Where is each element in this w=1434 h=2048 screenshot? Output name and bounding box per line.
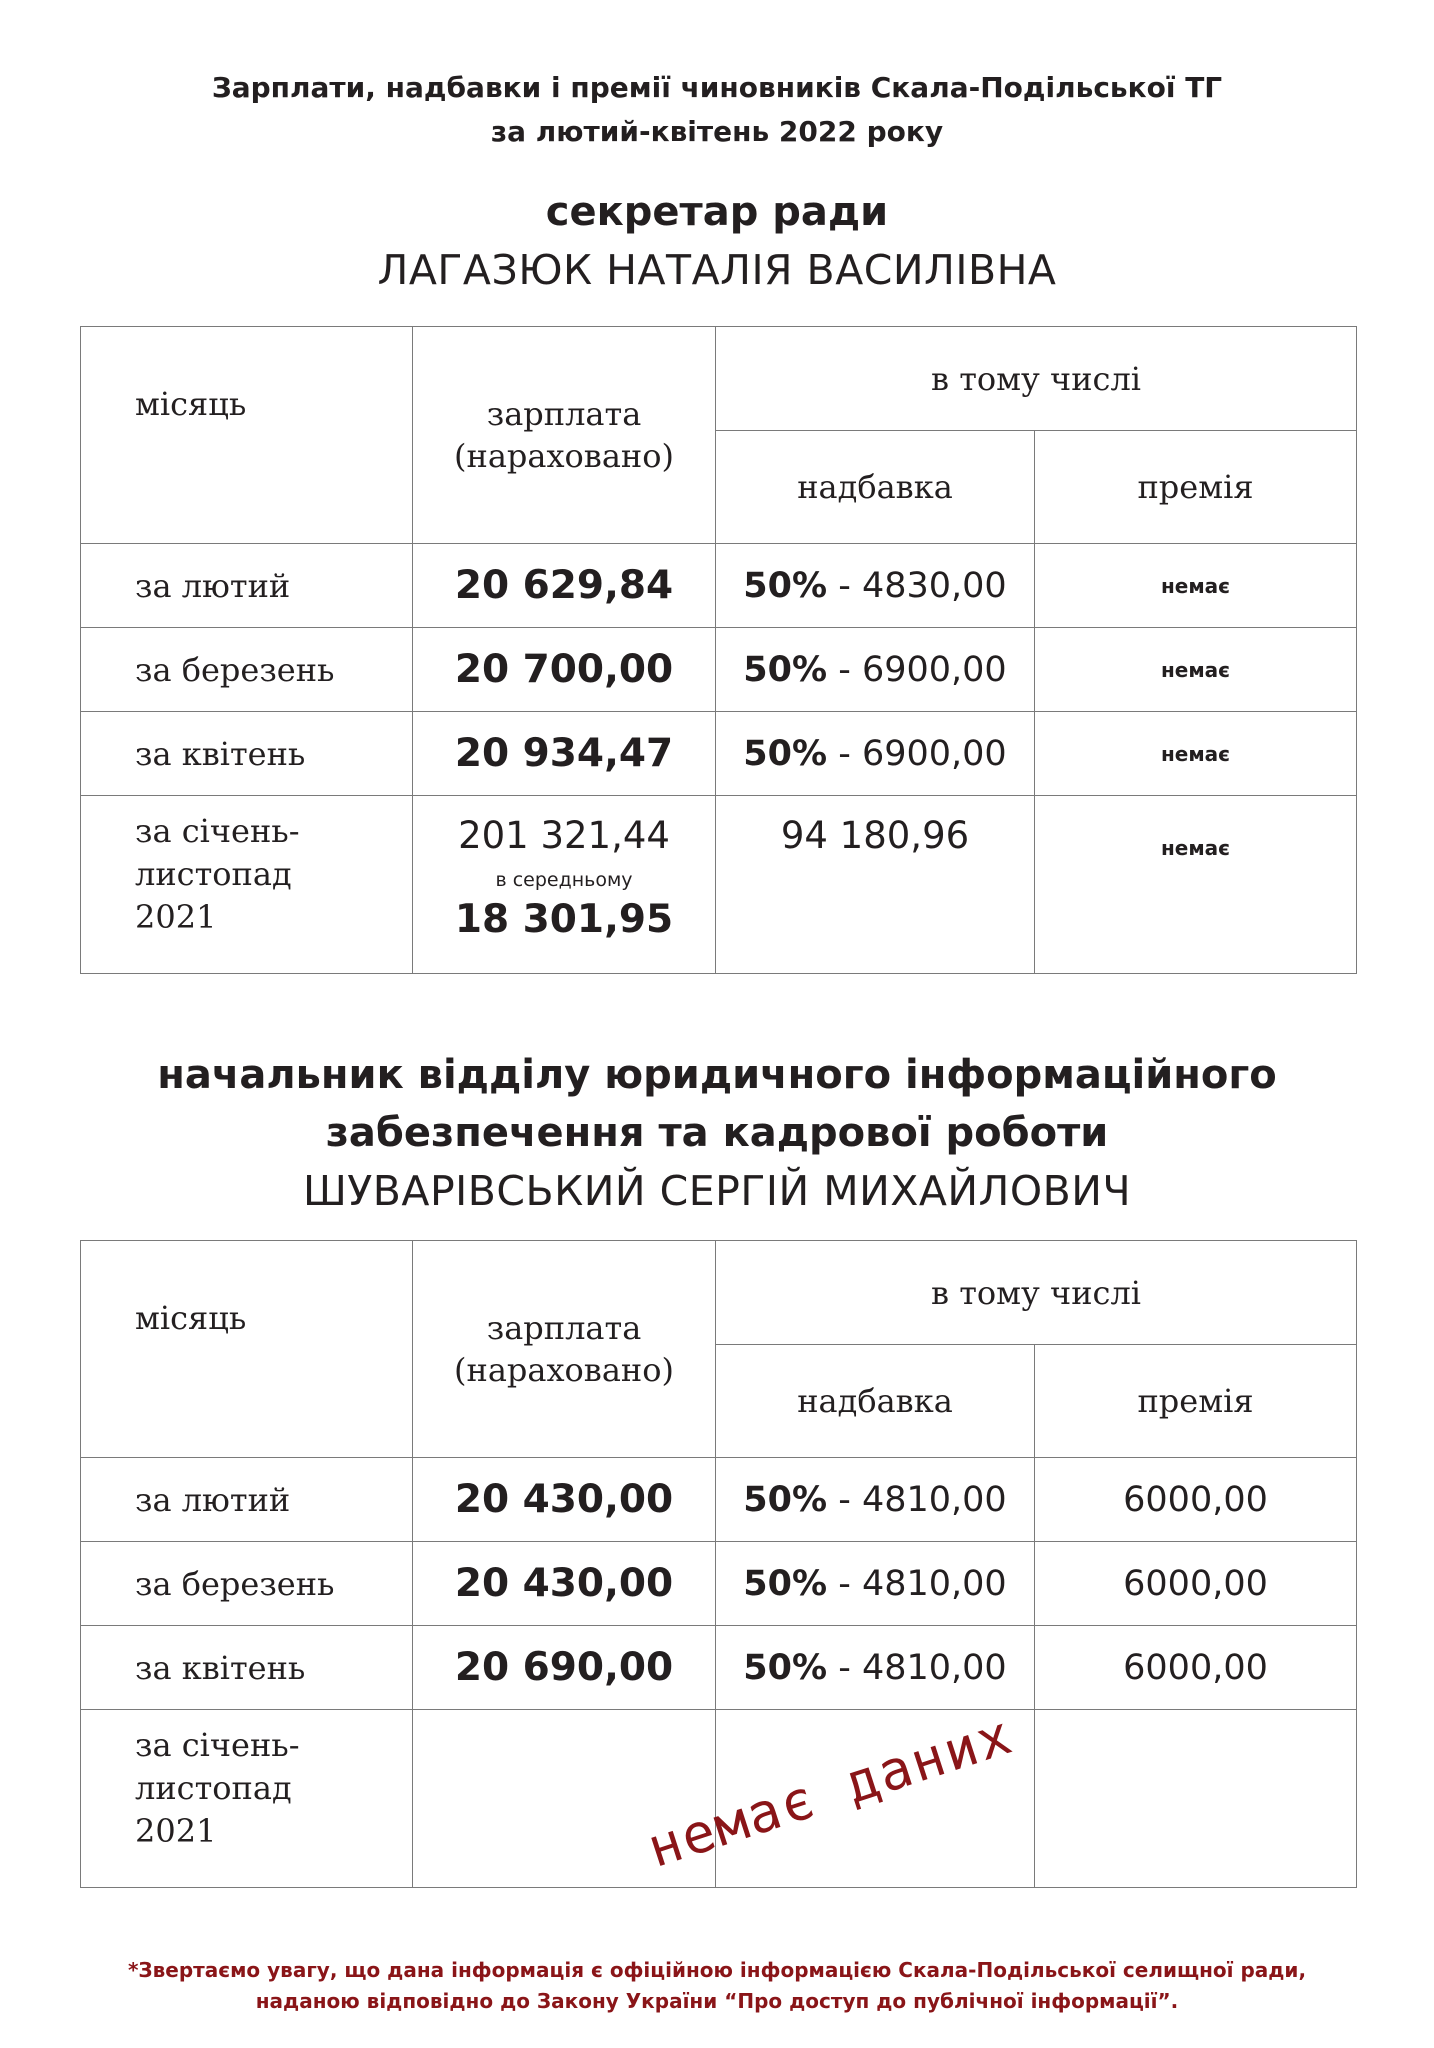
section1-person-name: ЛАГАЗЮК НАТАЛІЯ ВАСИЛІВНА bbox=[377, 246, 1057, 294]
row-month: за березень bbox=[81, 628, 413, 712]
row-salary: 20 934,47 bbox=[413, 712, 716, 796]
row-salary: 20 629,84 bbox=[413, 544, 716, 628]
document-title-line2: за лютий-квітень 2022 року bbox=[490, 115, 944, 148]
header-month: місяць bbox=[81, 327, 413, 544]
row-bonus: немає bbox=[1035, 628, 1357, 712]
header-salary: зарплата (нараховано) bbox=[413, 327, 716, 544]
row-month: за лютий bbox=[81, 1458, 413, 1542]
section2-salary-table bbox=[80, 1240, 1357, 1888]
table-row-year bbox=[81, 796, 1357, 974]
table-row bbox=[81, 1542, 1357, 1626]
row-month: за березень bbox=[81, 1542, 413, 1626]
section2-role-line1: начальник відділу юридичного інформаційного bbox=[157, 1052, 1277, 1098]
section2-role-line2: забезпечення та кадрової роботи bbox=[325, 1110, 1109, 1156]
header-month: місяць bbox=[81, 1241, 413, 1458]
row-allowance: 50% - 4810,00 bbox=[716, 1626, 1035, 1710]
section1-salary-table bbox=[80, 326, 1357, 974]
header-allowance: надбавка bbox=[716, 431, 1035, 544]
table-row bbox=[81, 544, 1357, 628]
document-title-line1: Зарплати, надбавки і премії чиновників Скала-Подільської ТГ bbox=[211, 71, 1223, 104]
header-salary: зарплата (нараховано) bbox=[413, 1241, 716, 1458]
footnote-line1: *Звертаємо увагу, що дана інформація є офіційною інформацією Скала-Подільської селищної ради, bbox=[127, 1958, 1307, 1982]
row-salary: 20 430,00 bbox=[413, 1458, 716, 1542]
average-value: 18 301,95 bbox=[454, 897, 674, 942]
section2-person-name: ШУВАРІВСЬКИЙ СЕРГІЙ МИХАЙЛОВИЧ bbox=[302, 1167, 1132, 1215]
year-row-month: за січень- листопад 2021 bbox=[81, 1710, 413, 1888]
year-row-salary bbox=[413, 796, 716, 974]
header-bonus: премія bbox=[1035, 431, 1357, 544]
row-month: за квітень bbox=[81, 712, 413, 796]
row-bonus: немає bbox=[1035, 712, 1357, 796]
row-salary: 20 430,00 bbox=[413, 1542, 716, 1626]
section1-role: секретар ради bbox=[545, 189, 889, 235]
row-salary: 20 700,00 bbox=[413, 628, 716, 712]
no-data-stamp: немає даних bbox=[640, 1702, 1021, 1880]
footnote bbox=[0, 1955, 1434, 2017]
year-row-bonus bbox=[1035, 1710, 1357, 1888]
salary-total: 201 321,44 bbox=[458, 814, 670, 857]
table-row bbox=[81, 712, 1357, 796]
row-allowance: 50% - 4830,00 bbox=[716, 544, 1035, 628]
row-bonus: немає bbox=[1035, 544, 1357, 628]
row-allowance: 50% - 4810,00 bbox=[716, 1542, 1035, 1626]
footnote-line2: наданою відповідно до Закону України “Про доступ до публічної інформації”. bbox=[255, 1989, 1179, 2013]
table-header-row bbox=[81, 327, 1357, 431]
header-including: в тому числі bbox=[716, 327, 1357, 431]
header-bonus: премія bbox=[1035, 1345, 1357, 1458]
row-bonus: 6000,00 bbox=[1035, 1542, 1357, 1626]
average-label: в середньому bbox=[495, 869, 633, 891]
row-bonus: 6000,00 bbox=[1035, 1626, 1357, 1710]
row-salary: 20 690,00 bbox=[413, 1626, 716, 1710]
table-row bbox=[81, 1458, 1357, 1542]
year-row-allowance: 94 180,96 bbox=[716, 796, 1035, 974]
table-header-row bbox=[81, 1241, 1357, 1345]
document-title bbox=[0, 66, 1434, 154]
row-month: за лютий bbox=[81, 544, 413, 628]
header-including: в тому числі bbox=[716, 1241, 1357, 1345]
row-allowance: 50% - 6900,00 bbox=[716, 712, 1035, 796]
row-month: за квітень bbox=[81, 1626, 413, 1710]
year-row-month: за січень- листопад 2021 bbox=[81, 796, 413, 974]
header-allowance: надбавка bbox=[716, 1345, 1035, 1458]
table-row bbox=[81, 1626, 1357, 1710]
table-row bbox=[81, 628, 1357, 712]
year-row-bonus: немає bbox=[1035, 796, 1357, 974]
row-allowance: 50% - 4810,00 bbox=[716, 1458, 1035, 1542]
row-bonus: 6000,00 bbox=[1035, 1458, 1357, 1542]
row-allowance: 50% - 6900,00 bbox=[716, 628, 1035, 712]
